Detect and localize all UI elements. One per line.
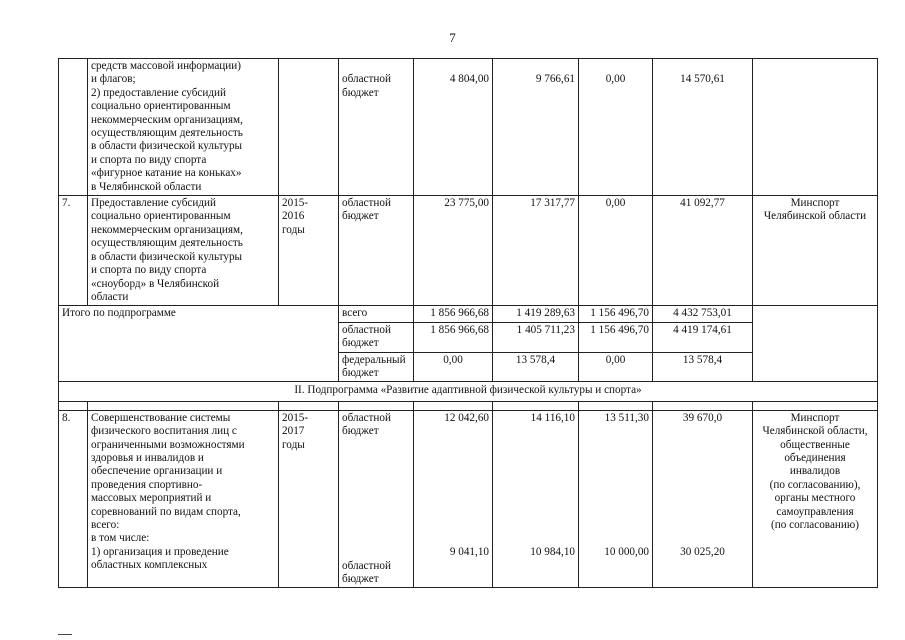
cell-2017: 0,00	[579, 59, 653, 196]
text-line: проведения спортивно-	[91, 478, 203, 491]
text-line: осуществляющим деятельность	[91, 127, 243, 140]
gap-cell	[279, 401, 339, 410]
gap-cell	[59, 401, 88, 410]
cell-2017: 0,00	[579, 196, 653, 306]
source-main: областной бюджет	[342, 411, 391, 438]
cell-executor	[753, 59, 878, 196]
cell-source: всего	[339, 306, 414, 322]
text-line: Совершенствование системы	[91, 411, 231, 424]
cell-2015: 1 856 966,68	[414, 322, 493, 352]
text-line: объединения	[784, 451, 846, 464]
cell-no: 8.	[59, 410, 88, 588]
text-line: «фигурное катание на коньках»	[91, 167, 242, 180]
text-line: инвалидов	[789, 465, 841, 478]
text-line: Предоставление субсидий	[91, 197, 217, 210]
text-line: в области физической культуры	[91, 250, 243, 263]
cell-2015: 12 042,60 9 041,10	[414, 410, 493, 588]
cell-no	[59, 59, 88, 196]
text-line: ограниченными возможностями	[91, 438, 245, 451]
cell-source: областной бюджет	[339, 322, 414, 352]
cell-source	[339, 410, 414, 588]
text-line: и флагов;	[91, 73, 136, 86]
cell-no: 7.	[59, 196, 88, 306]
subtotal-label: Итого по подпрограмме	[59, 306, 339, 382]
text-line: в области физической культуры	[91, 140, 243, 153]
source-sub: областной бюджет	[342, 559, 391, 585]
text-line: 2017	[282, 425, 305, 438]
cell-2016: 9 766,61	[493, 59, 579, 196]
table-row-gap	[59, 401, 878, 410]
text-line: «сноуборд» в Челябинской	[91, 277, 220, 290]
gap-cell	[414, 401, 493, 410]
text-line: в том числе:	[91, 532, 150, 545]
table-row-8	[59, 410, 878, 588]
text-line: социально ориентированным	[91, 210, 231, 223]
cell-total: 4 419 174,61	[653, 322, 753, 352]
gap-cell	[339, 401, 414, 410]
page-number: 7	[449, 30, 456, 45]
cell-period	[279, 59, 339, 196]
text-line: и спорта по виду спорта	[91, 264, 207, 277]
text-line: физического воспитания лиц с	[91, 425, 237, 438]
section-title: II. Подпрограмма «Развитие адаптивной физической культуры и спорта»	[59, 382, 878, 401]
text-line: всего:	[91, 519, 120, 531]
text-line: здоровья и инвалидов и	[91, 451, 204, 464]
text-line: осуществляющим деятельность	[91, 237, 243, 250]
gap-cell	[493, 401, 579, 410]
cell-total: 4 432 753,01	[653, 306, 753, 322]
cell-executor	[753, 410, 878, 588]
text-line: области	[91, 290, 129, 303]
text-line: годы	[282, 223, 305, 236]
text-line: 2015-	[282, 411, 309, 424]
cell-2017: 0,00	[579, 352, 653, 382]
gap-cell	[88, 401, 279, 410]
text-line: областных комплексных	[91, 559, 208, 572]
cell-2016: 1 419 289,63	[493, 306, 579, 322]
cell-source: областной бюджет	[339, 196, 414, 306]
cell-total: 13 578,4	[653, 352, 753, 382]
cell-2015: 1 856 966,68	[414, 306, 493, 322]
text-line: массовых мероприятий и	[91, 492, 212, 505]
cell-description	[88, 410, 279, 588]
cell-executor	[753, 306, 878, 382]
cell-period	[279, 196, 339, 306]
text-line: самоуправления	[776, 505, 854, 518]
cell-2015: 0,00	[414, 352, 493, 382]
text-line: Челябинской области	[763, 210, 867, 223]
text-line: 2015-	[282, 197, 309, 210]
text-line: Челябинской области,	[762, 425, 868, 438]
cell-period	[279, 410, 339, 588]
text-line: органы местного	[774, 492, 856, 505]
cell-2016: 14 116,10 10 984,10	[493, 410, 579, 588]
text-line: социально ориентированным	[91, 100, 231, 113]
cell-source: областной бюджет	[339, 59, 414, 196]
cell-2015: 4 804,00	[414, 59, 493, 196]
table-row-continuation	[59, 59, 878, 196]
cell-2017: 1 156 496,70	[579, 322, 653, 352]
gap-cell	[579, 401, 653, 410]
text-line: обеспечение организации и	[91, 465, 223, 478]
cell-2016: 17 317,77	[493, 196, 579, 306]
text-line: 1) организация и проведение	[91, 545, 229, 558]
cell-executor	[753, 196, 878, 306]
text-line: 2) предоставление субсидий	[91, 86, 227, 99]
text-line: годы	[282, 438, 305, 451]
footnote-rule	[58, 634, 72, 635]
cell-total: 39 670,0 30 025,20	[653, 410, 753, 588]
text-line: (по согласованию)	[771, 519, 859, 531]
cell-total: 41 092,77	[653, 196, 753, 306]
table-row-7	[59, 196, 878, 306]
cell-description	[88, 196, 279, 306]
text-line: (по согласованию),	[769, 478, 861, 491]
cell-source: федеральный бюджет	[339, 352, 414, 382]
cell-total: 14 570,61	[653, 59, 753, 196]
cell-2015: 23 775,00	[414, 196, 493, 306]
cell-2016: 13 578,4	[493, 352, 579, 382]
text-line: средств массовой информации)	[91, 60, 241, 72]
text-line: и спорта по виду спорта	[91, 153, 207, 166]
table-row-subtotal-all	[59, 306, 878, 322]
text-line: 2016	[282, 210, 305, 223]
text-line: Минспорт	[790, 197, 840, 210]
gap-cell	[653, 401, 753, 410]
cell-2017: 13 511,30 10 000,00	[579, 410, 653, 588]
cell-2016: 1 405 711,23	[493, 322, 579, 352]
table-row-section-title	[59, 382, 878, 401]
text-line: общественные	[780, 438, 850, 451]
text-line: соревнований по видам спорта,	[91, 505, 241, 518]
text-line: в Челябинской области	[91, 180, 202, 193]
program-table	[58, 58, 878, 588]
gap-cell	[753, 401, 878, 410]
text-line: некоммерческим организациям,	[91, 223, 243, 236]
text-line: некоммерческим организациям,	[91, 113, 243, 126]
cell-2017: 1 156 496,70	[579, 306, 653, 322]
cell-description	[88, 59, 279, 196]
text-line: Минспорт	[790, 411, 840, 424]
